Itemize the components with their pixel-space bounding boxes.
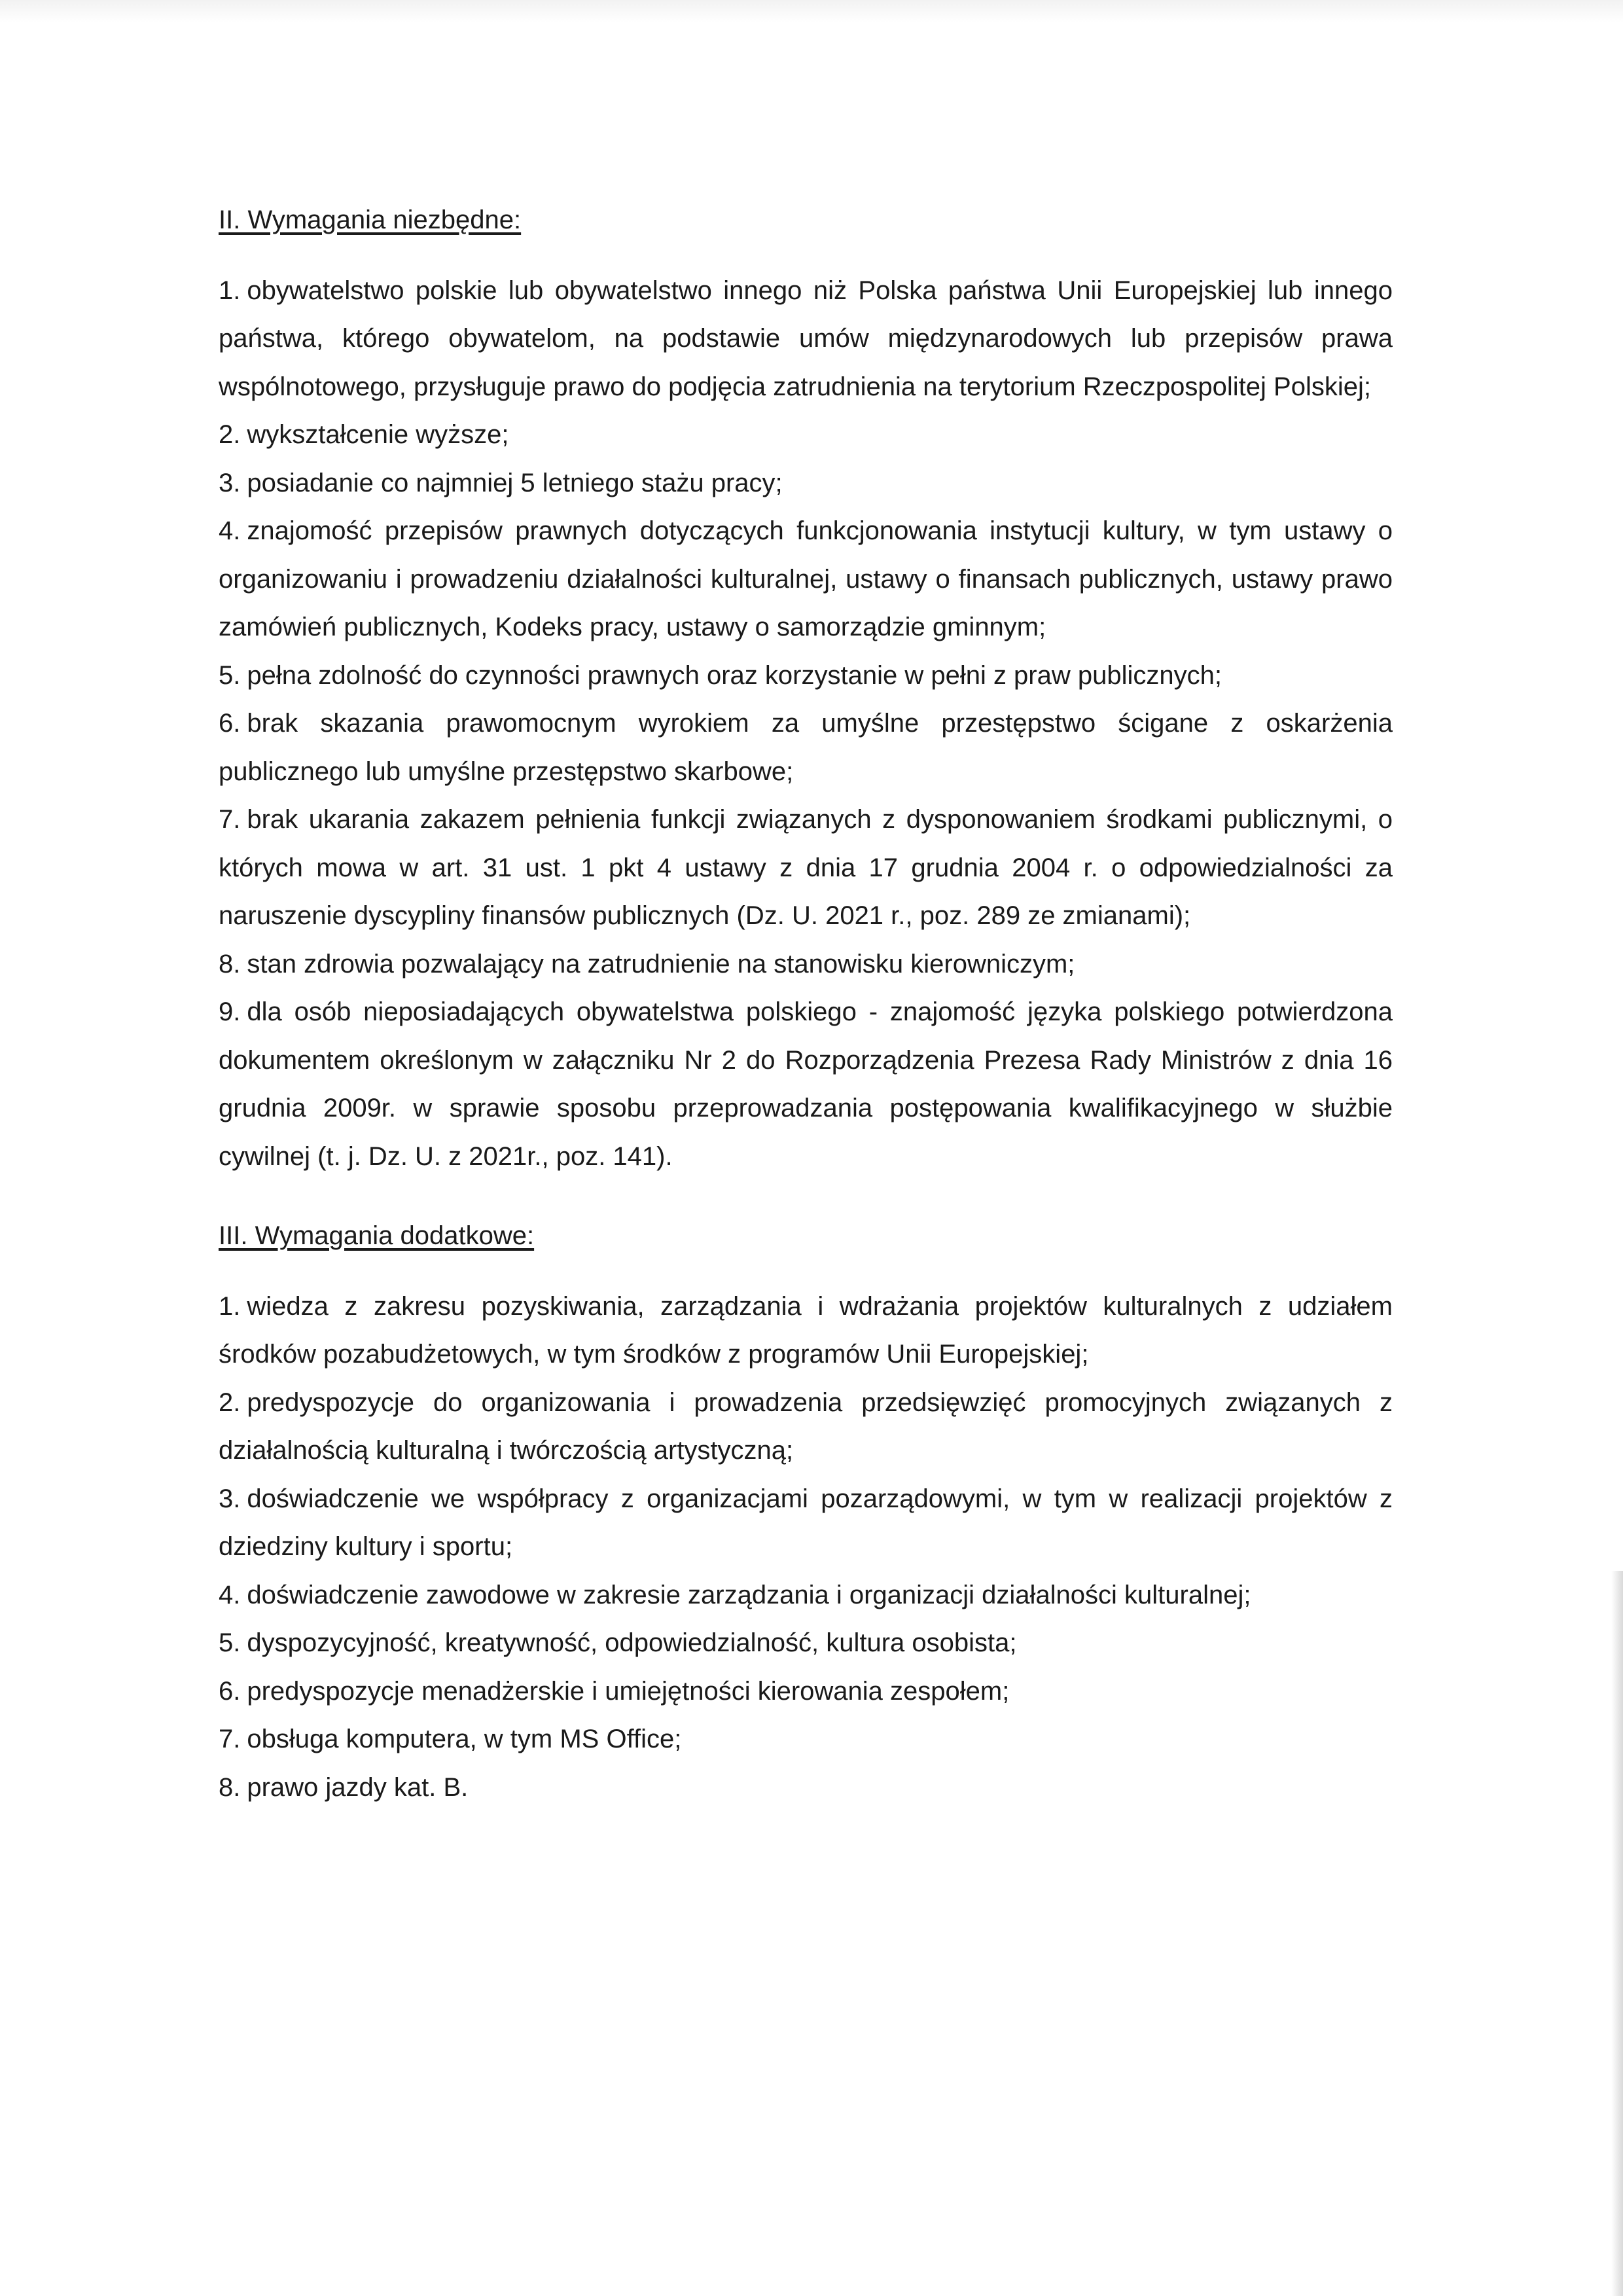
item-text: prawo jazdy kat. B. (247, 1772, 469, 1802)
item-text: dyspozycyjność, kreatywność, odpowiedzialność, kultura osobista; (247, 1628, 1017, 1657)
item-number: 4. (219, 1580, 241, 1609)
list-item (219, 267, 1393, 412)
item-number: 2. (219, 1388, 241, 1417)
item-number: 8. (219, 949, 241, 978)
section-heading-additional: III. Wymagania dodatkowe: (219, 1221, 535, 1250)
document-content (219, 196, 1393, 1812)
item-number: 4. (219, 516, 241, 545)
list-item (219, 1379, 1393, 1475)
list-item (219, 1475, 1393, 1571)
item-text: predyspozycje do organizowania i prowadzenia przedsięwzięć promocyjnych związanych z działalnością kulturalną i twórczością artystyczną; (219, 1388, 1393, 1465)
item-text: pełna zdolność do czynności prawnych oraz korzystanie w pełni z praw publicznych; (247, 660, 1222, 690)
item-text: doświadczenie zawodowe w zakresie zarządzania i organizacji działalności kulturalnej; (247, 1580, 1251, 1609)
item-text: obsługa komputera, w tym MS Office; (247, 1725, 682, 1753)
section-heading-required: II. Wymagania niezbędne: (219, 206, 522, 234)
item-number: 6. (219, 709, 241, 738)
list-item (219, 1668, 1393, 1716)
list-item (219, 796, 1393, 941)
item-text: brak ukarania zakazem pełnienia funkcji związanych z dysponowaniem środkami publicznymi, o których mowa w art. 31 ust. 1 pkt 4 ustawy z dnia 17 grudnia 2004 r. o odpowiedzialności za naruszenie dyscypliny finansów publicznych (Dz. U. 2021 r., poz. 289 ze zmianami); (219, 805, 1393, 930)
item-number: 7. (219, 1725, 241, 1753)
scan-right-edge (1611, 1571, 1623, 2296)
item-text: predyspozycje menadżerskie i umiejętności kierowania zespołem; (247, 1676, 1010, 1706)
required-list (219, 267, 1393, 1181)
item-text: dla osób nieposiadających obywatelstwa polskiego - znajomość języka polskiego potwierdzona dokumentem określonym w załączniku Nr 2 do Rozporządzenia Prezesa Rady Ministrów z dnia 16 grudnia 2009r. w sprawie sposobu przeprowadzania postępowania kwalifikacyjnego w służbie cywilnej (t. j. Dz. U. z 2021r., poz. 141). (219, 997, 1393, 1171)
scan-top-edge (0, 0, 1623, 22)
item-text: stan zdrowia pozwalający na zatrudnienie na stanowisku kierowniczym; (247, 949, 1075, 978)
item-number: 3. (219, 1484, 241, 1513)
list-item (219, 1764, 1393, 1812)
item-number: 6. (219, 1676, 241, 1706)
list-item (219, 1619, 1393, 1668)
item-number: 1. (219, 276, 241, 305)
additional-list (219, 1283, 1393, 1812)
item-text: obywatelstwo polskie lub obywatelstwo innego niż Polska państwa Unii Europejskiej lub innego państwa, którego obywatelom, na podstawie umów międzynarodowych lub przepisów prawa wspólnotowego, przysługuje prawo do podjęcia zatrudnienia na terytorium Rzeczpospolitej Polskiej; (219, 276, 1393, 401)
item-number: 2. (219, 420, 241, 449)
item-text: znajomość przepisów prawnych dotyczących funkcjonowania instytucji kultury, w tym ustawy o organizowaniu i prowadzeniu działalności kulturalnej, ustawy o finansach publicznych, ustawy prawo zamówień publicznych, Kodeks pracy, ustawy o samorządzie gminnym; (219, 516, 1393, 641)
list-item (219, 700, 1393, 796)
item-number: 3. (219, 468, 241, 497)
list-item (219, 941, 1393, 989)
item-number: 9. (219, 997, 241, 1026)
list-item (219, 459, 1393, 508)
list-item (219, 507, 1393, 652)
section-spacer (219, 1181, 1393, 1212)
item-text: posiadanie co najmniej 5 letniego stażu pracy; (247, 468, 783, 497)
list-item (219, 1283, 1393, 1379)
item-text: wykształcenie wyższe; (247, 420, 509, 449)
item-number: 5. (219, 660, 241, 690)
list-item (219, 988, 1393, 1181)
list-item (219, 1715, 1393, 1764)
list-item (219, 411, 1393, 459)
item-text: brak skazania prawomocnym wyrokiem za umyślne przestępstwo ścigane z oskarżenia publicznego lub umyślne przestępstwo skarbowe; (219, 709, 1393, 786)
list-item (219, 1571, 1393, 1620)
item-text: wiedza z zakresu pozyskiwania, zarządzania i wdrażania projektów kulturalnych z udziałem środków pozabudżetowych, w tym środków z programów Unii Europejskiej; (219, 1291, 1393, 1369)
item-number: 1. (219, 1291, 241, 1321)
item-number: 5. (219, 1628, 241, 1657)
item-number: 7. (219, 805, 241, 834)
item-number: 8. (219, 1772, 241, 1802)
list-item (219, 652, 1393, 700)
item-text: doświadczenie we współpracy z organizacjami pozarządowymi, w tym w realizacji projektów z dziedziny kultury i sportu; (219, 1484, 1393, 1561)
